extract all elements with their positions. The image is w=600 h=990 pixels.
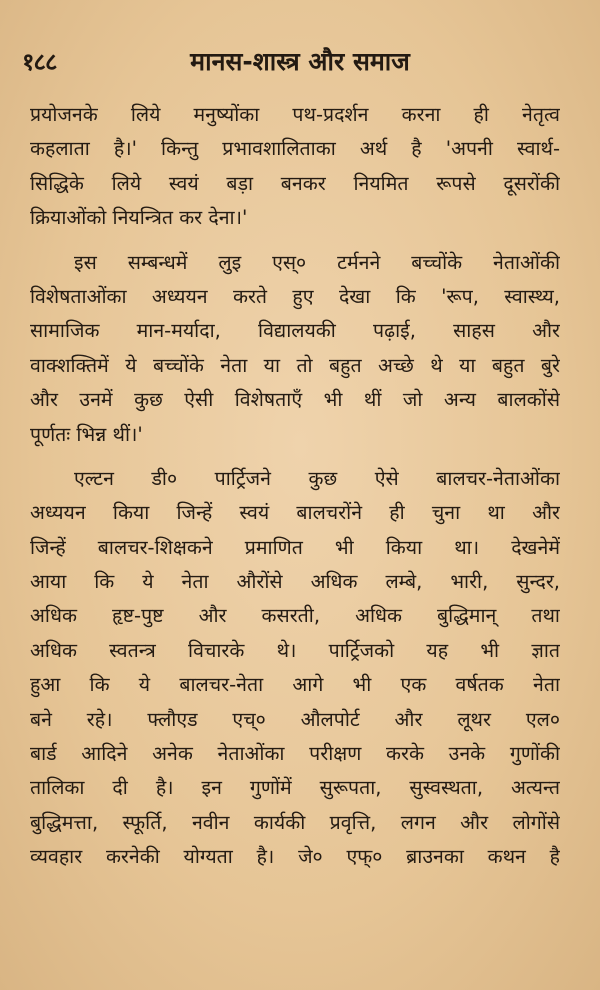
text-line: सामाजिक मान-मर्यादा, विद्यालयकी पढ़ाई, साहस और — [30, 319, 560, 343]
text-line: विशेषताओंका अध्ययन करते हुए देखा कि 'रूप, स्वास्थ्य, — [30, 284, 560, 308]
text-line: वाक्शक्तिमें ये बच्चोंके नेता या तो बहुत अच्छे थे या बहुत बुरे — [30, 353, 560, 377]
page-number: १८८ — [22, 48, 57, 76]
text-line: प्रयोजनके लिये मनुष्योंका पथ-प्रदर्शन करना ही नेतृत्व — [30, 103, 560, 126]
text-line: कहलाता है।' किन्तु प्रभावशालिताका अर्थ है 'अपनी स्वार्थ- — [30, 137, 560, 161]
text-line: जिन्हें बालचर-शिक्षकने प्रमाणित भी किया था। देखनेमें — [30, 535, 560, 559]
text-line: पूर्णतः भिन्न थीं।' — [30, 422, 143, 446]
text-line: इस सम्बन्धमें लुइ एस्० टर्मनने बच्चोंके नेताओंकी — [74, 250, 560, 274]
text-line: बने रहे। फ्लौएड एच्० औलपोर्ट और लूथर एल० — [30, 707, 560, 731]
text-line: अध्ययन किया जिन्हें स्वयं बालचरोंने ही चुना था और — [30, 501, 560, 525]
text-line: तालिका दी है। इन गुणोंमें सुरूपता, सुस्वस्थता, अत्यन्त — [30, 776, 560, 800]
paragraph-3 — [30, 462, 560, 875]
text-line: अधिक स्वतन्त्र विचारके थे। पार्ट्रिजको यह भी ज्ञात — [30, 638, 560, 662]
text-line: आया कि ये नेता औरोंसे अधिक लम्बे, भारी, सुन्दर, — [30, 570, 560, 594]
text-line: व्यवहार करनेकी योग्यता है। जे० एफ्० ब्राउनका कथन है — [30, 845, 560, 869]
text-line: बुद्धिमत्ता, स्फूर्ति, नवीन कार्यकी प्रवृत्ति, लगन और लोगोंसे — [30, 810, 560, 834]
paragraph-1 — [30, 98, 560, 236]
text-line: एल्टन डी० पार्ट्रिजने कुछ ऐसे बालचर-नेताओंका — [74, 466, 560, 490]
page-header — [22, 44, 578, 84]
running-title: मानस-शास्त्र और समाज — [190, 47, 410, 76]
text-line: बार्ड आदिने अनेक नेताओंका परीक्षण करके उनके गुणोंकी — [30, 742, 560, 766]
body-text — [30, 98, 560, 875]
text-line: और उनमें कुछ ऐसी विशेषताएँ भी थीं जो अन्य बालकोंसे — [30, 388, 560, 412]
text-line: क्रियाओंको नियन्त्रित कर देना।' — [30, 206, 248, 230]
text-line: हुआ कि ये बालचर-नेता आगे भी एक वर्षतक नेता — [30, 673, 560, 697]
paragraph-2 — [30, 246, 560, 452]
text-line: अधिक हृष्ट-पुष्ट और कसरती, अधिक बुद्धिमान् तथा — [30, 604, 560, 628]
text-line: सिद्धिके लिये स्वयं बड़ा बनकर नियमित रूपसे दूसरोंकी — [30, 171, 560, 195]
